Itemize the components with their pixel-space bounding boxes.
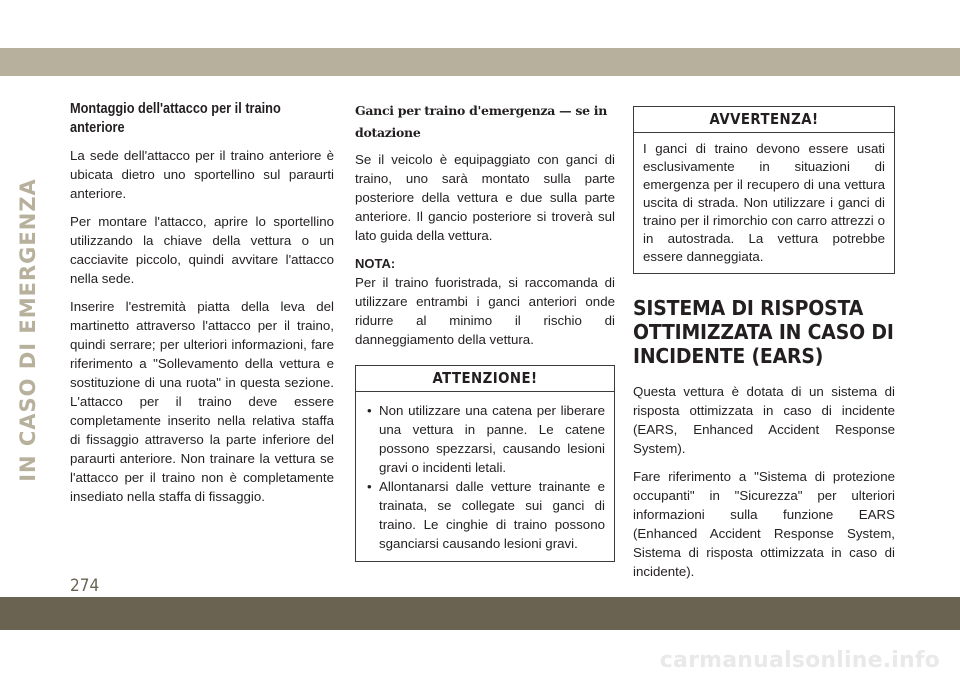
caution-body	[356, 392, 614, 561]
paragraph: Inserire l'estremità piatta della leva del martinetto attraverso l'attacco per il traino, quindi serrare; per ulteriori informazioni, fare riferimento a "Sollevamento della vettura e sostituzione di una ruota" in questa sezione. L'attacco per il traino deve essere completamente inserito nella relativa staffa di fissaggio attraverso la parte inferiore del paraurti anteriore. Non trainare la vettura se l'attacco per il traino non è completamente insediato nella staffa di fissaggio.	[70, 299, 334, 504]
paragraph: La sede dell'attacco per il traino anteriore è ubicata dietro uno sportellino sul paraurti anteriore.	[70, 148, 334, 201]
page-number: 274	[70, 576, 100, 596]
watermark: carmanualsonline.info	[659, 648, 940, 673]
section-heading-ganci: Ganci per traino d'emergenza — se in dotazione	[355, 103, 608, 140]
column-1	[70, 100, 334, 515]
caution-box	[355, 365, 615, 562]
paragraph: Per montare l'attacco, aprire lo sportellino utilizzando la chiave della vettura o un cacciavite piccolo, quindi avvitare l'attacco nella sede.	[70, 214, 334, 286]
list-item: • Allontanarsi dalle vetture trainante e trainata, se collegate sui ganci di traino. Le cinghie di traino possono sganciarsi causando lesioni gravi.	[365, 477, 605, 553]
header-band	[0, 0, 960, 76]
column-3	[633, 106, 895, 590]
caution-box-header	[356, 366, 614, 392]
section-heading-ears: SISTEMA DI RISPOSTA OTTIMIZZATA IN CASO DI INCIDENTE (EARS)	[633, 296, 894, 368]
footer-band	[0, 597, 960, 630]
paragraph: Se il veicolo è equipaggiato con ganci di traino, uno sarà montato sulla parte posteriore della vettura e due sulla parte anteriore. Il gancio posteriore si troverà sul lato guida della vettura.	[355, 152, 615, 243]
paragraph: Fare riferimento a "Sistema di protezione occupanti" in "Sicurezza" per ulteriori informazioni sulla funzione EARS (Enhanced Accident Response System, Sistema di risposta ottimizzata in caso di incidente).	[633, 469, 895, 579]
caution-list	[365, 401, 605, 553]
warning-text: I ganci di traino devono essere usati esclusivamente in situazioni di emergenza per il recupero di una vettura uscita di strada. Non utilizzare i ganci di traino per il rimorchio con carro attrezzi o in autostrada. La vettura potrebbe essere danneggiata.	[643, 141, 885, 264]
warning-title: AVVERTENZA!	[709, 110, 819, 128]
section-side-tab: IN CASO DI EMERGENZA	[16, 178, 40, 482]
note-label: NOTA:	[355, 256, 396, 271]
warning-box-header	[634, 107, 894, 133]
caution-title: ATTENZIONE!	[432, 369, 538, 387]
warning-box	[633, 106, 895, 274]
list-item: • Non utilizzare una catena per liberare una vettura in panne. Le catene possono spezzarsi, causando lesioni gravi o incidenti letali.	[365, 401, 605, 477]
column-2	[355, 100, 615, 562]
note-text: Per il traino fuoristrada, si raccomanda di utilizzare entrambi i ganci anteriori onde ridurre al minimo il rischio di danneggiamento della vettura.	[355, 275, 615, 347]
paragraph: Questa vettura è dotata di un sistema di risposta ottimizzata in caso di incidente (EARS, Enhanced Accident Response System).	[633, 384, 895, 456]
header-bar	[0, 48, 960, 76]
section-heading-montaggio: Montaggio dell'attacco per il traino anteriore	[70, 101, 281, 136]
warning-body	[634, 133, 894, 273]
